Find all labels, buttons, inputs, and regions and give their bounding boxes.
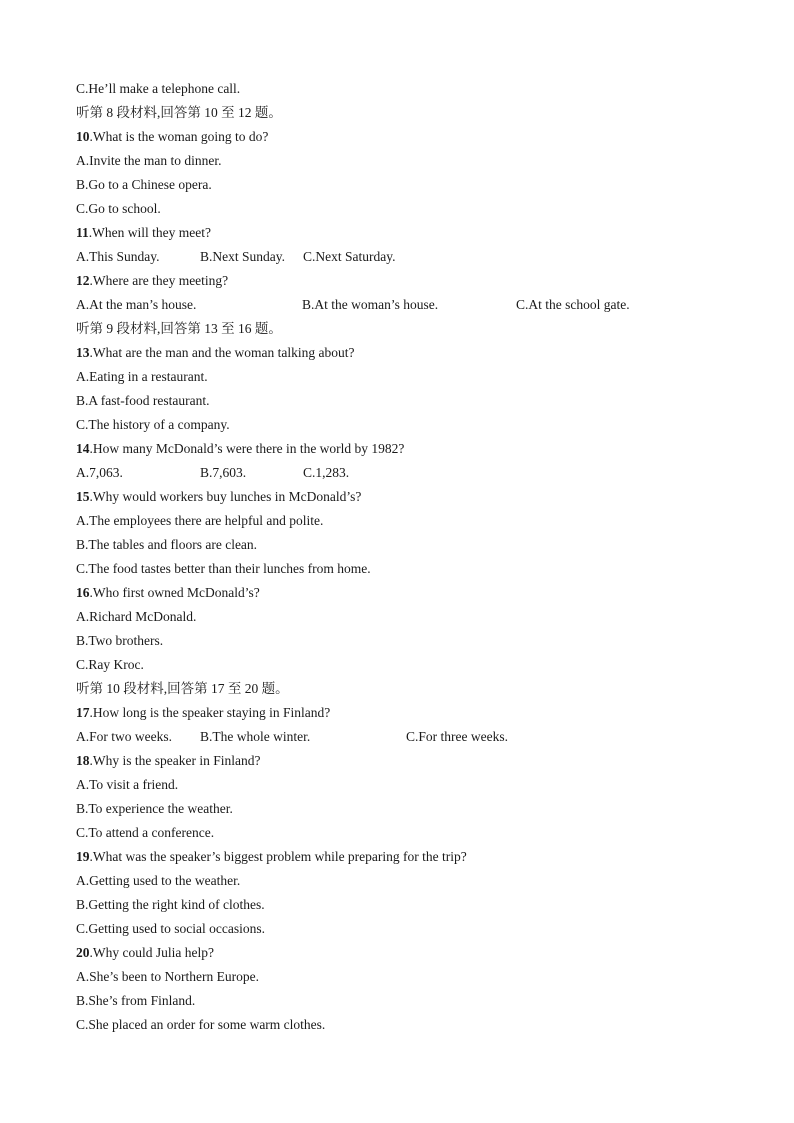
option-c: C.At the school gate. — [516, 297, 630, 312]
answer-option: A.The employees there are helpful and polite. — [76, 513, 324, 528]
answer-option: A.To visit a friend. — [76, 777, 179, 792]
option-b: B.Next Sunday. — [200, 249, 285, 264]
answer-option: C.The food tastes better than their lunches from home. — [76, 561, 371, 576]
section-instruction: 听第 8 段材料,回答第 10 至 12 题。 — [76, 105, 282, 120]
question-line — [76, 581, 260, 605]
answer-option: A.She’s been to Northern Europe. — [76, 969, 259, 984]
question-number: 20 — [76, 945, 90, 960]
question-text: .What is the woman going to do? — [89, 129, 269, 144]
option-row — [76, 293, 716, 317]
option-c: C.For three weeks. — [406, 729, 508, 744]
question-number: 14 — [76, 441, 90, 456]
question-line — [76, 437, 404, 461]
option-b: B.At the woman’s house. — [302, 297, 439, 312]
option-c: C.1,283. — [303, 465, 350, 480]
question-text: .Why would workers buy lunches in McDonald’s? — [89, 489, 362, 504]
answer-option: C.To attend a conference. — [76, 825, 215, 840]
question-number: 17 — [76, 705, 90, 720]
question-line — [76, 269, 228, 293]
answer-option: C.She placed an order for some warm clothes. — [76, 1017, 326, 1032]
question-number: 19 — [76, 849, 90, 864]
question-line — [76, 485, 361, 509]
answer-option: B.Two brothers. — [76, 633, 164, 648]
question-text: .Who first owned McDonald’s? — [89, 585, 260, 600]
option-row — [76, 245, 716, 269]
answer-option: C.Ray Kroc. — [76, 657, 144, 672]
option-row — [76, 461, 716, 485]
answer-option: A.Getting used to the weather. — [76, 873, 241, 888]
option-c: C.Next Saturday. — [303, 249, 396, 264]
question-text: .When will they meet? — [88, 225, 211, 240]
answer-option: C.Getting used to social occasions. — [76, 921, 265, 936]
answer-option: B.A fast-food restaurant. — [76, 393, 210, 408]
question-line — [76, 701, 330, 725]
answer-option: B.She’s from Finland. — [76, 993, 196, 1008]
answer-option: B.Getting the right kind of clothes. — [76, 897, 265, 912]
option-a: A.This Sunday. — [76, 249, 160, 264]
question-number: 11 — [76, 225, 89, 240]
question-text: .Where are they meeting? — [89, 273, 229, 288]
answer-option: B.Go to a Chinese opera. — [76, 177, 212, 192]
question-text: .How long is the speaker staying in Finland? — [89, 705, 331, 720]
question-text: .Why could Julia help? — [89, 945, 214, 960]
answer-option: A.Eating in a restaurant. — [76, 369, 208, 384]
question-line — [76, 125, 268, 149]
option-a: A.At the man’s house. — [76, 297, 197, 312]
question-text: .What was the speaker’s biggest problem while preparing for the trip? — [89, 849, 467, 864]
answer-option: C.The history of a company. — [76, 417, 230, 432]
answer-option: C.Go to school. — [76, 201, 161, 216]
answer-option: A.Richard McDonald. — [76, 609, 197, 624]
answer-option: A.Invite the man to dinner. — [76, 153, 222, 168]
option-b: B.7,603. — [200, 465, 247, 480]
question-text: .What are the man and the woman talking about? — [89, 345, 355, 360]
answer-option: C.He’ll make a telephone call. — [76, 81, 241, 96]
option-a: A.For two weeks. — [76, 729, 172, 744]
question-line — [76, 749, 260, 773]
question-text: .Why is the speaker in Finland? — [89, 753, 261, 768]
question-line — [76, 941, 214, 965]
question-number: 12 — [76, 273, 90, 288]
question-text: .How many McDonald’s were there in the world by 1982? — [89, 441, 405, 456]
answer-option: B.The tables and floors are clean. — [76, 537, 258, 552]
option-b: B.The whole winter. — [200, 729, 311, 744]
question-number: 16 — [76, 585, 90, 600]
question-number: 15 — [76, 489, 90, 504]
question-line — [76, 221, 211, 245]
question-number: 13 — [76, 345, 90, 360]
option-row — [76, 725, 716, 749]
question-line — [76, 341, 355, 365]
question-number: 18 — [76, 753, 90, 768]
question-number: 10 — [76, 129, 90, 144]
section-instruction: 听第 9 段材料,回答第 13 至 16 题。 — [76, 321, 282, 336]
option-a: A.7,063. — [76, 465, 123, 480]
answer-option: B.To experience the weather. — [76, 801, 233, 816]
question-line — [76, 845, 467, 869]
section-instruction: 听第 10 段材料,回答第 17 至 20 题。 — [76, 681, 289, 696]
